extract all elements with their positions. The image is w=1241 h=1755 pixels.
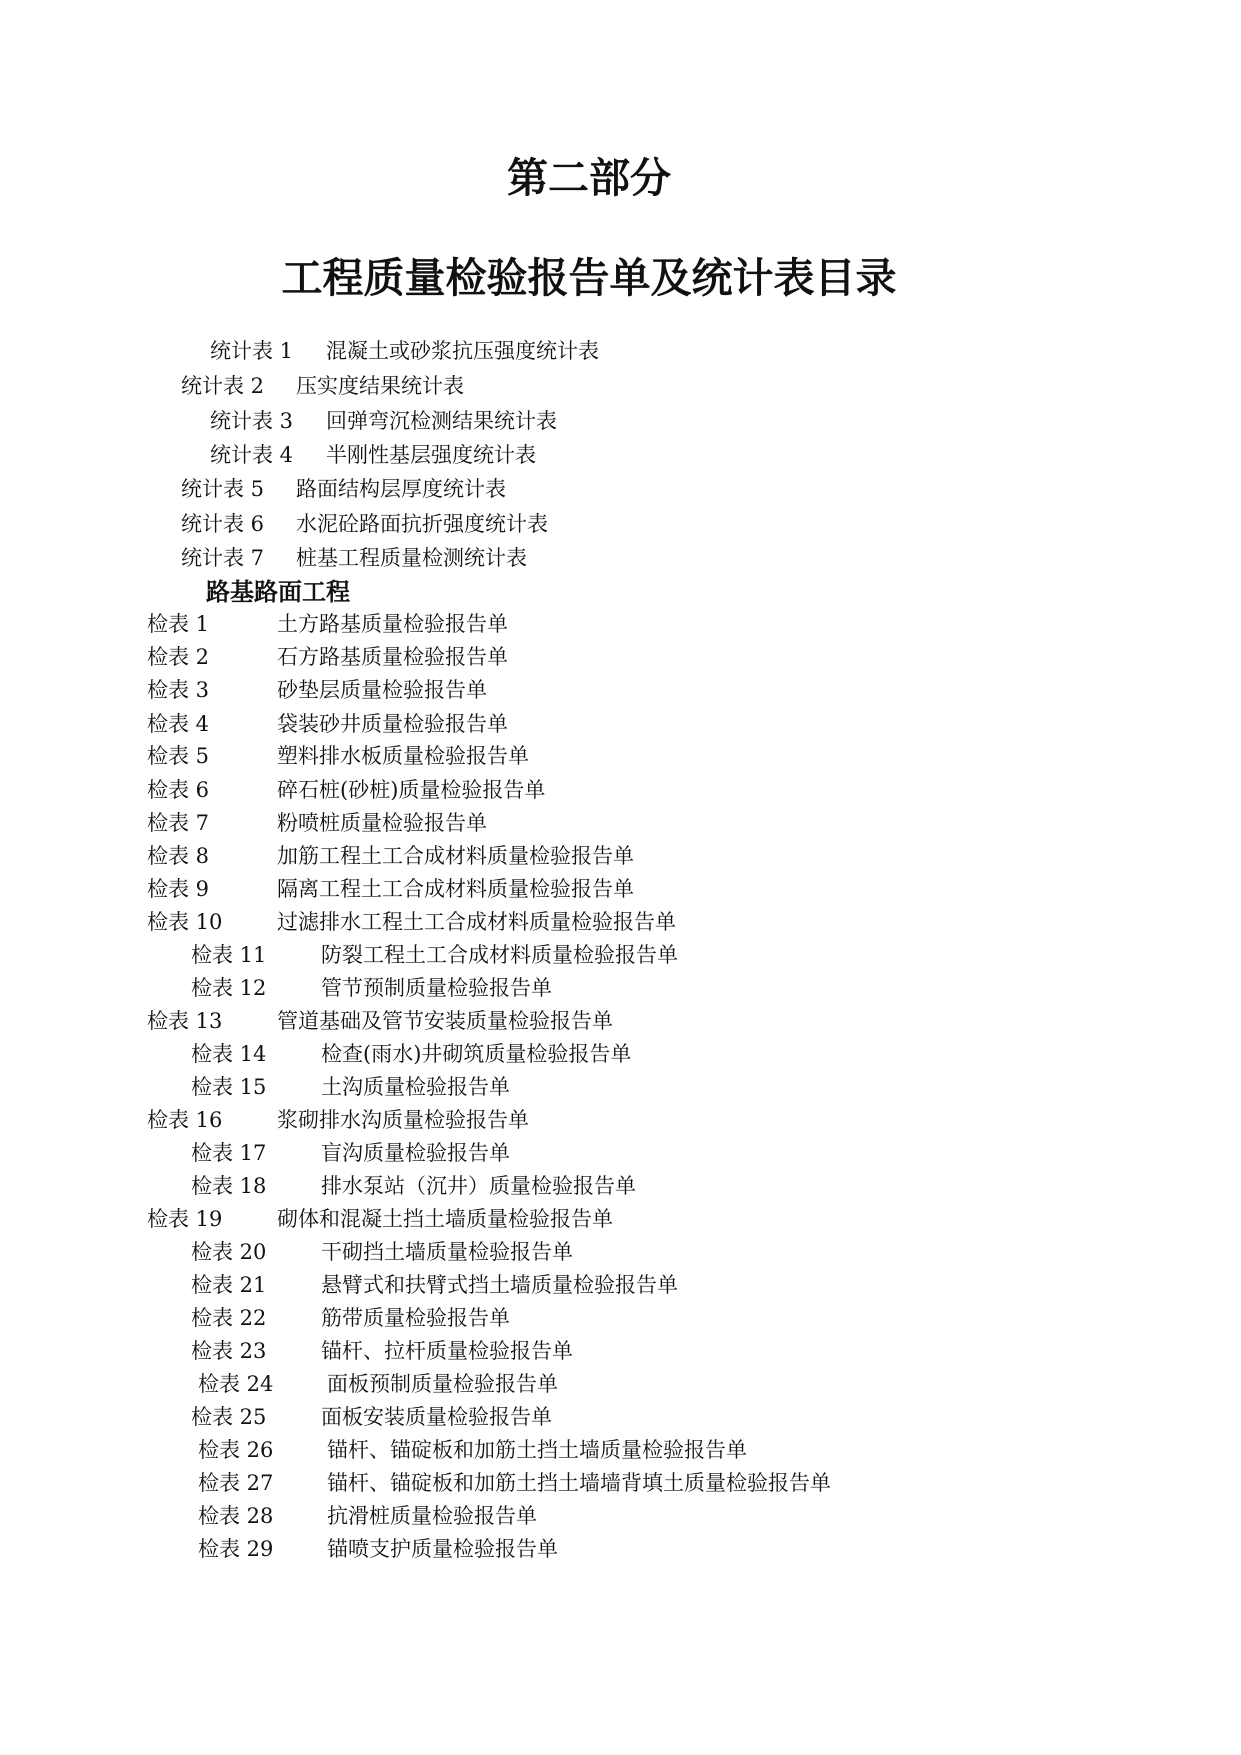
statistics-table-entry-title: 路面结构层厚度统计表 bbox=[296, 477, 506, 501]
inspection-report-entry-title: 面板安装质量检验报告单 bbox=[321, 1405, 552, 1429]
inspection-report-entry-code: 检表 18 bbox=[191, 1174, 267, 1198]
inspection-report-entry-title: 防裂工程土工合成材料质量检验报告单 bbox=[321, 943, 678, 967]
statistics-table-entry-title: 回弹弯沉检测结果统计表 bbox=[326, 409, 557, 433]
inspection-report-entry-title: 袋装砂井质量检验报告单 bbox=[277, 712, 508, 736]
statistics-table-entry-code: 统计表 6 bbox=[181, 512, 265, 536]
inspection-report-entry-title: 粉喷桩质量检验报告单 bbox=[277, 811, 487, 835]
inspection-report-entry-code: 检表 2 bbox=[147, 645, 210, 669]
statistics-table-entry-code: 统计表 1 bbox=[210, 339, 294, 363]
inspection-report-entry-title: 干砌挡土墙质量检验报告单 bbox=[321, 1240, 573, 1264]
statistics-table-entry-code: 统计表 7 bbox=[181, 546, 265, 570]
inspection-report-entry-code: 检表 5 bbox=[147, 744, 210, 768]
inspection-report-entry-code: 检表 25 bbox=[191, 1405, 267, 1429]
inspection-report-entry-title: 面板预制质量检验报告单 bbox=[327, 1372, 558, 1396]
inspection-report-entry-code: 检表 8 bbox=[147, 844, 210, 868]
inspection-report-entry-code: 检表 16 bbox=[147, 1108, 223, 1132]
inspection-report-entry-title: 过滤排水工程土工合成材料质量检验报告单 bbox=[277, 910, 676, 934]
section-heading: 路基路面工程 bbox=[206, 578, 350, 606]
inspection-report-entry-title: 锚杆、锚碇板和加筋土挡土墙墙背填土质量检验报告单 bbox=[327, 1471, 831, 1495]
inspection-report-entry-code: 检表 29 bbox=[198, 1537, 274, 1561]
inspection-report-entry-code: 检表 11 bbox=[191, 943, 267, 967]
inspection-report-entry-title: 石方路基质量检验报告单 bbox=[277, 645, 508, 669]
inspection-report-entry-code: 检表 17 bbox=[191, 1141, 267, 1165]
statistics-table-entry-code: 统计表 4 bbox=[210, 443, 294, 467]
inspection-report-entry-title: 砂垫层质量检验报告单 bbox=[277, 678, 487, 702]
inspection-report-entry-title: 加筋工程土工合成材料质量检验报告单 bbox=[277, 844, 634, 868]
inspection-report-entry-code: 检表 4 bbox=[147, 712, 210, 736]
statistics-table-entry-code: 统计表 3 bbox=[210, 409, 294, 433]
inspection-report-entry-title: 盲沟质量检验报告单 bbox=[321, 1141, 510, 1165]
inspection-report-entry-code: 检表 12 bbox=[191, 976, 267, 1000]
inspection-report-entry-title: 检查(雨水)井砌筑质量检验报告单 bbox=[321, 1042, 632, 1066]
statistics-table-entry-code: 统计表 2 bbox=[181, 374, 265, 398]
inspection-report-entry-code: 检表 13 bbox=[147, 1009, 223, 1033]
inspection-report-entry-title: 塑料排水板质量检验报告单 bbox=[277, 744, 529, 768]
inspection-report-entry-code: 检表 21 bbox=[191, 1273, 267, 1297]
part-title: 第二部分 bbox=[507, 154, 671, 202]
inspection-report-entry-title: 砌体和混凝土挡土墙质量检验报告单 bbox=[277, 1207, 613, 1231]
statistics-table-entry-code: 统计表 5 bbox=[181, 477, 265, 501]
inspection-report-entry-title: 抗滑桩质量检验报告单 bbox=[327, 1504, 537, 1528]
inspection-report-entry-title: 悬臂式和扶臂式挡土墙质量检验报告单 bbox=[321, 1273, 678, 1297]
inspection-report-entry-title: 隔离工程土工合成材料质量检验报告单 bbox=[277, 877, 634, 901]
inspection-report-entry-title: 锚喷支护质量检验报告单 bbox=[327, 1537, 558, 1561]
inspection-report-entry-code: 检表 27 bbox=[198, 1471, 274, 1495]
inspection-report-entry-code: 检表 9 bbox=[147, 877, 210, 901]
inspection-report-entry-title: 锚杆、锚碇板和加筋土挡土墙质量检验报告单 bbox=[327, 1438, 747, 1462]
inspection-report-entry-code: 检表 3 bbox=[147, 678, 210, 702]
statistics-table-entry-title: 混凝土或砂浆抗压强度统计表 bbox=[326, 339, 599, 363]
inspection-report-entry-code: 检表 19 bbox=[147, 1207, 223, 1231]
inspection-report-entry-code: 检表 26 bbox=[198, 1438, 274, 1462]
inspection-report-entry-code: 检表 28 bbox=[198, 1504, 274, 1528]
inspection-report-entry-code: 检表 14 bbox=[191, 1042, 267, 1066]
inspection-report-entry-title: 锚杆、拉杆质量检验报告单 bbox=[321, 1339, 573, 1363]
statistics-table-entry-title: 水泥砼路面抗折强度统计表 bbox=[296, 512, 548, 536]
inspection-report-entry-code: 检表 6 bbox=[147, 778, 210, 802]
statistics-table-entry-title: 压实度结果统计表 bbox=[296, 374, 464, 398]
inspection-report-entry-title: 碎石桩(砂桩)质量检验报告单 bbox=[277, 778, 546, 802]
statistics-table-entry-title: 桩基工程质量检测统计表 bbox=[296, 546, 527, 570]
inspection-report-entry-code: 检表 1 bbox=[147, 612, 210, 636]
inspection-report-entry-code: 检表 24 bbox=[198, 1372, 274, 1396]
inspection-report-entry-code: 检表 22 bbox=[191, 1306, 267, 1330]
inspection-report-entry-title: 排水泵站（沉井）质量检验报告单 bbox=[321, 1174, 636, 1198]
inspection-report-entry-code: 检表 20 bbox=[191, 1240, 267, 1264]
inspection-report-entry-title: 土沟质量检验报告单 bbox=[321, 1075, 510, 1099]
statistics-table-entry-title: 半刚性基层强度统计表 bbox=[326, 443, 536, 467]
inspection-report-entry-title: 土方路基质量检验报告单 bbox=[277, 612, 508, 636]
inspection-report-entry-code: 检表 7 bbox=[147, 811, 210, 835]
inspection-report-entry-title: 筋带质量检验报告单 bbox=[321, 1306, 510, 1330]
inspection-report-entry-code: 检表 23 bbox=[191, 1339, 267, 1363]
inspection-report-entry-code: 检表 15 bbox=[191, 1075, 267, 1099]
inspection-report-entry-title: 管节预制质量检验报告单 bbox=[321, 976, 552, 1000]
document-title: 工程质量检验报告单及统计表目录 bbox=[281, 254, 897, 302]
inspection-report-entry-title: 浆砌排水沟质量检验报告单 bbox=[277, 1108, 529, 1132]
inspection-report-entry-title: 管道基础及管节安装质量检验报告单 bbox=[277, 1009, 613, 1033]
inspection-report-entry-code: 检表 10 bbox=[147, 910, 223, 934]
